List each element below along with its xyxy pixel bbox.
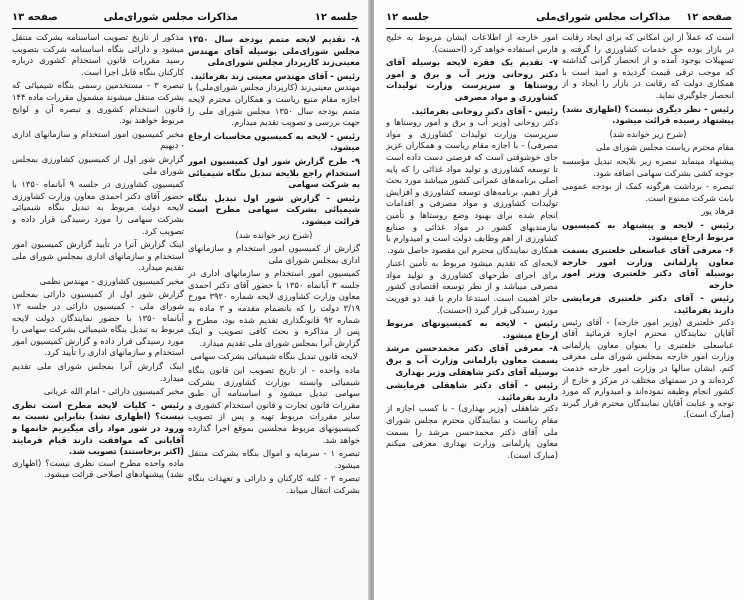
- left-page-right-column: [188, 32, 360, 594]
- paragraph: تبصره ۳ - مستخدمین رسمی بنگاه شیمیائی که بشرکت منتقل میشوند مشمول مقررات ماده ۱۴۴ قانون استخدام کشوری و تبصره آن و لوایح مربوط خواهند بود.: [12, 80, 184, 126]
- speaker-line: رئیس - لایحه به کمیسیونهای مربوط ارجاع میشود.: [386, 318, 558, 340]
- paragraph: تبصره ۲ - کلیه کارکنان و دارائی و تعهدات بنگاه بشرکت انتقال مییابد.: [188, 473, 360, 495]
- speaker-line: رئیس - آقای مهندس معینی زند بفرمائید.: [190, 70, 360, 81]
- paragraph: است که عملاً از این امکانی که برای ایجاد رقابت در بازار بوده حق خدمات کشاورزی را گرفته و تسهیلات بوجود آمده و از انحصار گرانی گذاشته که موجب ترقی قیمت گردیده و امید است با همکاری دولت که رقابت در بازار را ایجاد و از انحصار جلوگیری نماید.: [562, 32, 734, 100]
- paragraph: ماده واحده مطرح است نظری نیست؟ (اظهاری نشد) پیشنهادهای اصلاحی قرائت میشود.: [12, 457, 184, 480]
- section-heading: ۶- معرفی آقای عباسعلی خلعتبری بسمت معاون پارلمانی وزارت امور خارجه بوسیله آقای دکتر خلعتبری وزیر امور خارجه: [562, 245, 734, 290]
- page-number: صفحه ۱۳: [12, 12, 58, 23]
- speaker-line: رئیس - نظر دیگری نیست؟ (اظهاری نشد) پیشنهاد رسیده قرائت میشود.: [562, 103, 734, 126]
- paragraph: مخبر کمیسیون دارائی - امام الله عریانی: [43, 386, 184, 397]
- paragraph: تبصره - برداشت هرگونه کمک از بودجه عمومی بابت شرکت ممنوع است.: [562, 181, 734, 203]
- paragraph: فرهاد پور: [701, 206, 734, 217]
- paragraph: گزارش از کمیسیون امور استخدام و سازمانهای اداری بمجلس شورای ملی: [188, 243, 360, 265]
- right-page-right-column: [562, 32, 734, 594]
- centered-note: (شرح زیر خوانده شد): [235, 229, 313, 240]
- journal-title: مذاکرات مجلس شورای‌ملی: [536, 12, 671, 23]
- paragraph: امور خارجه از اطلاعات ایشان مربوط به خلیج فارس استفاده خواهد کرد (احسنت).: [386, 32, 558, 54]
- page-number: صفحه ۱۲: [686, 12, 732, 23]
- right-page-left-column: [386, 32, 558, 594]
- section-heading: ۸- تقدیم لایحه متمم بودجه سال ۱۳۵۰ مجلس شورای‌ملی بوسیله آقای مهندس معینی‌زند کارپرداز مجلس شورای‌ملی: [188, 34, 360, 68]
- paragraph: مذکور از تاریخ تصویب اساسنامه بشرکت منتقل میشود و دارائی بنگاه اساسنامه شرکت بتصویب رسید مقررات قانون استخدام کشوری درباره کارکنان بنگاه قابل اجرا است.: [12, 32, 184, 77]
- paragraph: کمیسیون کشاورزی در جلسه ۹ آبانماه ۱۳۵۰ با حضور آقای دکتر احمدی معاون وزارت کشاورزی لایحه دولت مربوط به تبدیل بنگاه شیمیائی بشرکت سهامی را مورد رسیدگی قرار داده و تصویب کرد.: [12, 179, 184, 236]
- paragraph: ماده واحده - از تاریخ تصویب این قانون بنگاه شیمیائی وابسته بوزارت کشاورزی بشرکت سهامی تبدیل میشود و اساسنامه آن طبق مقررات قانون تجارت و قانون استخدام کشوری و سایر مقررات مربوط تهیه و پس از تصویب کمیسیونهای مربوط مجلسین بموقع اجرا گذارده خواهد شد.: [188, 365, 360, 445]
- right-page-header: [386, 10, 732, 29]
- section-heading: ۹- طرح گزارش شور اول کمیسیون امور استخدام راجع بلایحه تبدیل بنگاه شیمیائی به شرکت سهامی: [188, 155, 360, 190]
- paragraph: مخبر کمیسیون کشاورزی - مهندس نظمی: [39, 275, 184, 286]
- paragraph: دکتر خلعتبری (وزیر امور خارجه) - آقای رئیس آقایان نمایندگان محترم اجازه فرمائید آقای عباسعلی خلعتبری را بعنوان معاون پارلمانی وزارت امور خارجه بمجلس شورای ملی معرفی کنم. ایشان سالها در وزارت امور خارجه خدمت کرده‌اند و در سمتهای مختلف در مرکز و خارج از کشور انجام وظیفه نموده‌اند و امیدوارم که مورد توجه و عنایت آقایان نمایندگان محترم قرار گیرند (مبارک است).: [562, 316, 734, 420]
- paragraph: تبصره ۱ - سرمایه و اموال بنگاه بشرکت منتقل میشود.: [188, 448, 360, 470]
- paragraph: لایحه‌ای که تقدیم میشود مربوط به تأمین اعتبار برای اجرای طرحهای کشاورزی و تولید مواد مصرفی میباشد و از نظر توسعه اقتصادی کشور حائز اهمیت است. استدعا دارم با قید دو فوریت مورد رسیدگی قرار گیرد (احسنت).: [386, 258, 558, 315]
- paragraph: مقام محترم ریاست مجلس شورای ملی: [595, 142, 734, 153]
- speaker-line: رئیس - کلیات لایحه مطرح است نظری نیست؟ (اظهاری نشد) بنابراین نسبت به ورود در شور مواد رأی میگیریم خانمها و آقایانی که موافقت دارند قیام فرمایند (اکثر برخاستند) تصویب شد.: [12, 399, 184, 457]
- speaker-line: رئیس - آقای دکتر روحانی بفرمائید.: [411, 105, 558, 116]
- session-number: جلسه ۱۲: [386, 12, 430, 23]
- right-page: [374, 0, 744, 600]
- paragraph: مخبر کمیسیون امور استخدام و سازمانهای اداری - دیهیم: [12, 128, 184, 151]
- paragraph: پیشنهاد مینماید تبصره زیر بلایحه تبدیل مؤسسه جوجه کشی بشرکت سهامی اضافه شود.: [562, 155, 734, 178]
- speaker-line: رئیس - لایحه به کمیسیون محاسبات ارجاع میشود.: [188, 130, 360, 153]
- paragraph: دکتر روحانی (وزیر آب و برق و امور روستاها و سرپرست وزارت تولیدات کشاورزی و مواد مصرفی) - با اجازه مقام ریاست و همکاران عزیز جای خوشوقتی است که فرصتی دست داده است تا توسعه کشاورزی و تولید مواد غذائی را که پایه اصلی برنامه‌های عمرانی کشور میباشد مورد بحث قرار دهیم. برنامه‌های توسعه کشاورزی و افزایش تولیدات کشاورزی و مواد مصرفی و اقدامات انجام شده برای بهبود وضع روستاها و تأمین نیازمندیهای کشور در مواد غذائی و صنایع کشاورزی از اهم وظایف دولت است و امیدوارم با همکاری نمایندگان محترم این مقصود حاصل شود.: [386, 117, 558, 255]
- journal-title: مذاکرات مجلس شورای‌ملی: [103, 12, 238, 23]
- centered-note: لایحه قانون تبدیل بنگاه شیمیائی بشرکت سهامی: [190, 351, 358, 362]
- left-page-header: [12, 10, 358, 29]
- speaker-line: رئیس - آقای دکتر شاهقلی فرمایشی دارید بفرمائید.: [386, 380, 558, 402]
- paragraph: گزارش شور اول از کمیسیون کشاورزی بمجلس شورای ملی: [12, 153, 184, 176]
- paragraph: دکتر شاهقلی (وزیر بهداری) - با کسب اجازه از مقام ریاست و نمایندگان محترم مجلس شورای ملی آقای دکتر محمدحسن مرشد را بسمت معاون پارلمانی وزارت بهداری معرفی میکنم (مبارک است).: [386, 403, 558, 460]
- left-page: [0, 0, 370, 600]
- paragraph: مهندس معینی‌زند (کارپرداز مجلس شورای‌ملی) با اجازه مقام منیع ریاست و همکاران محترم لایحه متمم بودجه سال ۱۳۵۰ مجلس شورای ملی را جهت بررسی و تصویب تقدیم میدارم.: [188, 82, 360, 128]
- centered-note: (شرح زیر خوانده شد): [609, 128, 687, 139]
- speaker-line: رئیس - آقای دکتر خلعتبری فرمایشی دارید بفرمائید.: [562, 293, 734, 316]
- speaker-line: رئیس - لایحه و پیشنهاد به کمیسیون مربوط ارجاع میشود.: [562, 219, 734, 242]
- paragraph: گزارش شور اول از کمیسیون دارائی بمجلس شورای ملی - کمیسیون دارائی در جلسه ۱۲ آبانماه ۱۳۵۰ با حضور نمایندگان دولت لایحه مربوط به تبدیل بنگاه شیمیائی بشرکت سهامی را مورد رسیدگی قرار داده و گزارش کمیسیون امور استخدام و سازمانهای اداری را تأیید کرد.: [12, 289, 184, 358]
- paragraph: اینک گزارش آنرا بمجلس شورای ملی تقدیم میدارد.: [12, 361, 184, 383]
- session-number: جلسه ۱۲: [314, 12, 358, 23]
- speaker-line: رئیس - گزارش شور اول تبدیل بنگاه شیمیائی بشرکت سهامی مطرح است قرائت میشود.: [188, 192, 360, 226]
- section-heading: ۷- تقدیم یک فقره لایحه بوسیله آقای دکتر روحانی وزیر آب و برق و امور روستاها و سرپرست وزارت تولیدات کشاورزی و مواد مصرفی: [386, 57, 558, 102]
- paragraph: اینک گزارش آنرا در تأیید گزارش کمیسیون امور استخدام و سازمانهای اداری بمجلس شورای ملی تقدیم میدارد.: [12, 239, 184, 273]
- section-heading: ۸- معرفی آقای دکتر محمدحسن مرشد بسمت معاون پارلمانی وزارت آب و برق بوسیله آقای دکتر شاهقلی وزیر بهداری: [386, 343, 558, 377]
- left-page-left-column: [12, 32, 184, 594]
- paragraph: کمیسیون امور استخدام و سازمانهای اداری در جلسه ۳ آبانماه ۱۳۵۰ با حضور آقای دکتر احمدی معاون وزارت کشاورزی لایحه شماره ۳۹۲۰ مورخ ۳/۱۹ دولت را که بانضمام مقدمه و ۳ ماده به شماره ۹۲ قانونگذاری تقدیم شده بود، مطرح و پس از مذاکره و بحث کافی تصویب و اینک گزارش آنرا بمجلس شورای ملی تقدیم میدارد.: [188, 268, 360, 348]
